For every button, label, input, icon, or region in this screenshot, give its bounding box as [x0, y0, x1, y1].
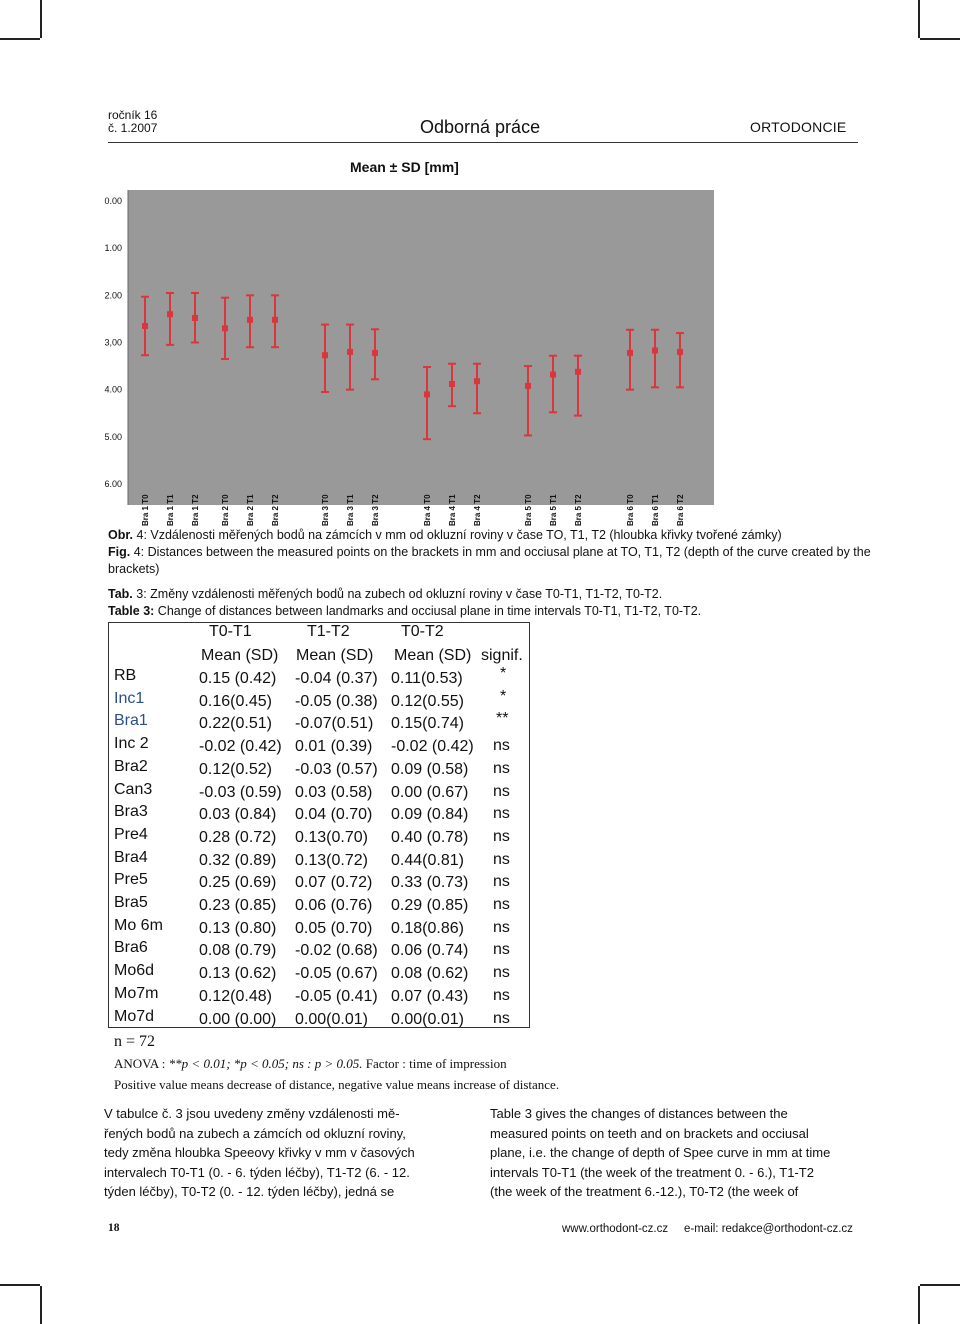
body-text-en: [490, 1104, 830, 1202]
results-table: [108, 622, 530, 1028]
x-tick-label: Bra 3 T1: [346, 494, 355, 526]
crop-mark: [920, 38, 960, 40]
mean-marker: [474, 378, 480, 384]
significance-cell: *: [500, 687, 507, 705]
anova-prefix: ANOVA :: [114, 1056, 169, 1071]
mean-marker: [677, 349, 683, 355]
mean-marker: [272, 317, 278, 323]
table-cell: -0.04 (0.37): [295, 670, 378, 687]
table-cell: -0.02 (0.42): [199, 738, 282, 756]
table-cell: 0.22(0.51): [199, 715, 272, 733]
row-label: Bra3: [114, 803, 148, 821]
row-label: Mo7m: [114, 984, 159, 1002]
table-cell: 0.44(0.81): [391, 851, 464, 869]
column-subheader: Mean (SD): [201, 647, 279, 664]
y-tick-label: 6.00: [104, 479, 122, 489]
table-cell: 0.09 (0.84): [391, 806, 469, 824]
footer-email[interactable]: e-mail: redakce@orthodont-cz.cz: [684, 1223, 853, 1235]
crop-mark: [0, 38, 40, 40]
mean-marker: [322, 352, 328, 358]
table-cell: -0.07(0.51): [295, 715, 374, 733]
row-label: RB: [114, 667, 137, 684]
significance-cell: ns: [493, 964, 510, 982]
body-line: measured points on teeth and on brackets and occiusal: [490, 1125, 809, 1141]
body-line: řených bodů na zubech a zámcích od okluzní roviny,: [104, 1125, 406, 1141]
column-group-header: T0-T2: [401, 623, 444, 640]
table-cell: 0.32 (0.89): [199, 851, 277, 869]
significance-cell: ns: [493, 873, 510, 891]
y-tick-label: 4.00: [104, 384, 122, 395]
x-tick-label: Bra 5 T1: [549, 494, 558, 526]
x-tick-label: Bra 6 T2: [676, 494, 685, 526]
row-label: Pre4: [114, 825, 148, 843]
crop-mark: [0, 1284, 40, 1286]
crop-mark: [918, 0, 920, 38]
y-tick-label: 1.00: [104, 243, 122, 254]
table-caption-en-label: Table 3:: [108, 604, 155, 618]
table-cell: 0.16(0.45): [199, 692, 272, 710]
mean-marker: [142, 323, 148, 329]
significance-cell: ns: [493, 850, 510, 868]
body-line: (the week of the treatment 6.-12.), T0-T2 (the week of: [490, 1184, 799, 1199]
body-line: Table 3 gives the changes of distances between the: [490, 1106, 788, 1121]
x-tick-label: Bra 2 T2: [271, 494, 280, 526]
table-cell: 0.07 (0.72): [295, 874, 373, 892]
table-cell: 0.03 (0.84): [199, 806, 277, 824]
column-subheader: signif.: [481, 647, 523, 664]
significance-cell: *: [500, 665, 507, 682]
table-cell: 0.15 (0.42): [199, 670, 277, 687]
header-volume: ročník 16: [108, 108, 158, 122]
table-cell: 0.06 (0.76): [295, 897, 373, 914]
row-label: Bra1: [114, 712, 148, 730]
table-cell: -0.02 (0.42): [391, 738, 474, 756]
mean-marker: [575, 369, 581, 375]
body-line: intervalech T0-T1 (0. - 6. týden léčby), T1-T2 (6. - 12.: [104, 1164, 410, 1180]
crop-mark: [918, 1286, 920, 1324]
body-line: V tabulce č. 3 jsou uvedeny změny vzdálenosti mě-: [104, 1106, 400, 1121]
table-cell: 0.15(0.74): [391, 715, 464, 733]
significance-cell: ns: [493, 805, 510, 823]
table-cell: 0.06 (0.74): [391, 942, 469, 960]
footer-website[interactable]: www.orthodont-cz.cz: [562, 1223, 669, 1235]
column-subheader: Mean (SD): [394, 647, 472, 664]
significance-cell: ns: [493, 827, 510, 845]
mean-marker: [192, 315, 198, 321]
table-cell: -0.03 (0.57): [295, 760, 378, 778]
mean-marker: [627, 350, 633, 356]
table-cell: 0.33 (0.73): [391, 874, 469, 892]
header-issue: č. 1.2007: [108, 121, 158, 135]
table-cell: 0.09 (0.58): [391, 760, 469, 778]
table-cell: 0.00(0.01): [391, 1010, 464, 1028]
x-tick-label: Bra 2 T1: [246, 494, 255, 526]
table-cell: 0.29 (0.85): [391, 897, 469, 914]
x-tick-label: Bra 4 T2: [473, 494, 482, 526]
crop-mark: [40, 1286, 42, 1324]
row-label: Can3: [114, 780, 153, 798]
y-tick-label: 5.00: [104, 431, 122, 442]
table-caption-cz: [108, 586, 662, 603]
figure-caption-en-cont: brackets): [108, 562, 160, 576]
body-line: týden léčby), T0-T2 (0. - 12. týden léčby), jedná se: [104, 1184, 395, 1199]
mean-marker: [372, 350, 378, 356]
anova-note: [114, 1056, 507, 1072]
page-number: 18: [108, 1222, 120, 1234]
table-cell: -0.05 (0.41): [295, 987, 378, 1005]
row-label: Mo7d: [114, 1007, 155, 1025]
table-caption-cz-label: Tab.: [108, 587, 133, 601]
x-tick-label: Bra 1 T0: [141, 494, 150, 526]
significance-cell: **: [496, 710, 509, 728]
x-tick-label: Bra 4 T0: [423, 494, 432, 526]
mean-marker: [222, 325, 228, 331]
anova-italic: **p < 0.01; *p < 0.05; ns : p > 0.05.: [168, 1056, 363, 1071]
significance-cell: ns: [493, 1009, 510, 1027]
table-cell: 0.25 (0.69): [199, 874, 277, 892]
body-line: tedy změna hloubka Speeovy křivky v mm v časových: [104, 1145, 415, 1160]
table-caption-en: [108, 603, 701, 620]
table-cell: 0.01 (0.39): [295, 738, 373, 756]
table-cell: 0.28 (0.72): [199, 828, 277, 846]
figure-caption-cz-text: 4: Vzdálenosti měřených bodů na zámcích v mm od okluzní roviny v čase TO, T1, T2 (hloubka křivky tvořené zámky): [133, 528, 782, 542]
table-cell: 0.03 (0.58): [295, 783, 373, 801]
table-cell: -0.03 (0.59): [199, 783, 282, 801]
figure-caption-en: [108, 544, 871, 561]
x-tick-label: Bra 2 T0: [221, 494, 230, 526]
table-cell: 0.00(0.01): [295, 1010, 368, 1028]
figure-caption-cz-label: Obr.: [108, 528, 134, 542]
row-label: Inc 2: [114, 735, 149, 753]
x-tick-label: Bra 6 T0: [626, 494, 635, 526]
sample-size: n = 72: [114, 1033, 156, 1050]
header-section: Odborná práce: [420, 117, 541, 137]
error-bar-chart: [100, 190, 720, 535]
body-line: intervals T0-T1 (the week of the treatment 0. - 6.), T1-T2: [490, 1164, 814, 1180]
x-tick-label: Bra 1 T1: [166, 494, 175, 526]
x-tick-label: Bra 3 T0: [321, 494, 330, 526]
table-cell: 0.13 (0.62): [199, 965, 277, 983]
crop-mark: [40, 0, 42, 38]
x-tick-label: Bra 6 T1: [651, 494, 660, 526]
table-cell: -0.02 (0.68): [295, 942, 378, 960]
significance-cell: ns: [493, 918, 510, 936]
significance-cell: ns: [493, 941, 510, 959]
row-label: Mo6d: [114, 962, 155, 980]
mean-marker: [652, 348, 658, 354]
table-cell: 0.08 (0.62): [391, 965, 469, 983]
table-cell: 0.23 (0.85): [199, 897, 277, 914]
figure-caption-en-label: Fig.: [108, 545, 131, 559]
row-label: Bra5: [114, 894, 148, 911]
column-group-header: T1-T2: [307, 623, 350, 640]
y-tick-label: 3,00: [104, 337, 122, 348]
row-label: Pre5: [114, 871, 148, 889]
anova-suffix: Factor : time of impression: [362, 1056, 507, 1071]
column-group-header: T0-T1: [209, 623, 252, 640]
table-cell: 0.11(0.53): [391, 670, 463, 687]
crop-mark: [920, 1284, 960, 1286]
x-tick-label: Bra 1 T2: [191, 494, 200, 526]
header-rule: [108, 142, 858, 143]
mean-marker: [247, 317, 253, 323]
row-label: Bra2: [114, 757, 148, 775]
significance-cell: ns: [493, 896, 510, 913]
table-cell: 0.05 (0.70): [295, 919, 373, 937]
table-cell: 0.00 (0.67): [391, 783, 469, 801]
table-cell: -0.05 (0.67): [295, 965, 378, 983]
table-cell: 0.12(0.48): [199, 987, 272, 1005]
row-label: Bra4: [114, 848, 148, 866]
table-caption-cz-text: 3: Změny vzdálenosti měřených bodů na zubech od okluzní roviny v čase T0-T1, T1-T2, T0-T2.: [132, 587, 663, 601]
significance-cell: ns: [493, 737, 510, 755]
column-subheader: Mean (SD): [296, 647, 374, 664]
mean-marker: [424, 391, 430, 397]
y-tick-label: 0.00: [104, 196, 122, 206]
plot-area: [128, 190, 714, 505]
x-tick-label: Bra 5 T0: [524, 494, 533, 526]
y-tick-label: 2.00: [104, 290, 122, 301]
table-cell: -0.05 (0.38): [295, 692, 378, 710]
row-label: Bra6: [114, 939, 148, 957]
body-line: plane, i.e. the change of depth of Spee curve in mm at time: [490, 1145, 831, 1160]
mean-marker: [347, 349, 353, 355]
table-caption-en-text: Change of distances between landmarks and occiusal plane in time intervals T0-T1, T1-T2, T0-T2.: [154, 604, 702, 618]
table-cell: 0.04 (0.70): [295, 806, 373, 824]
figure-caption-en-text: 4: Distances between the measured points on the brackets in mm and occiusal plane at TO, T1, T2 (depth of the curve created by the: [130, 545, 871, 559]
x-tick-label: Bra 3 T2: [371, 494, 380, 526]
table-cell: 0.07 (0.43): [391, 987, 469, 1005]
mean-marker: [449, 381, 455, 387]
mean-marker: [525, 383, 531, 389]
sign-note: Positive value means decrease of distance, negative value means increase of distance.: [114, 1077, 560, 1092]
mean-marker: [550, 372, 556, 378]
mean-marker: [167, 311, 173, 317]
table-cell: 0.40 (0.78): [391, 828, 469, 846]
body-text-cz: [104, 1104, 415, 1202]
table-cell: 0.00 (0.00): [199, 1010, 277, 1028]
header-journal: ORTODONCIE: [750, 119, 847, 135]
row-label: Mo 6m: [114, 916, 163, 934]
figure-caption-cz: [108, 527, 782, 544]
x-tick-label: Bra 4 T1: [448, 494, 457, 526]
chart-title: Mean ± SD [mm]: [350, 159, 459, 175]
row-label: Inc1: [114, 689, 145, 707]
significance-cell: ns: [493, 986, 510, 1004]
table-cell: 0.13(0.72): [295, 851, 368, 869]
significance-cell: ns: [493, 782, 510, 800]
significance-cell: ns: [493, 759, 510, 777]
x-tick-label: Bra 5 T2: [574, 494, 583, 526]
table-cell: 0.12(0.55): [391, 692, 464, 710]
table-cell: 0.13 (0.80): [199, 919, 277, 937]
table-cell: 0.08 (0.79): [199, 942, 277, 960]
table-cell: 0.13(0.70): [295, 828, 368, 846]
table-cell: 0.12(0.52): [199, 760, 272, 778]
table-cell: 0.18(0.86): [391, 919, 464, 937]
